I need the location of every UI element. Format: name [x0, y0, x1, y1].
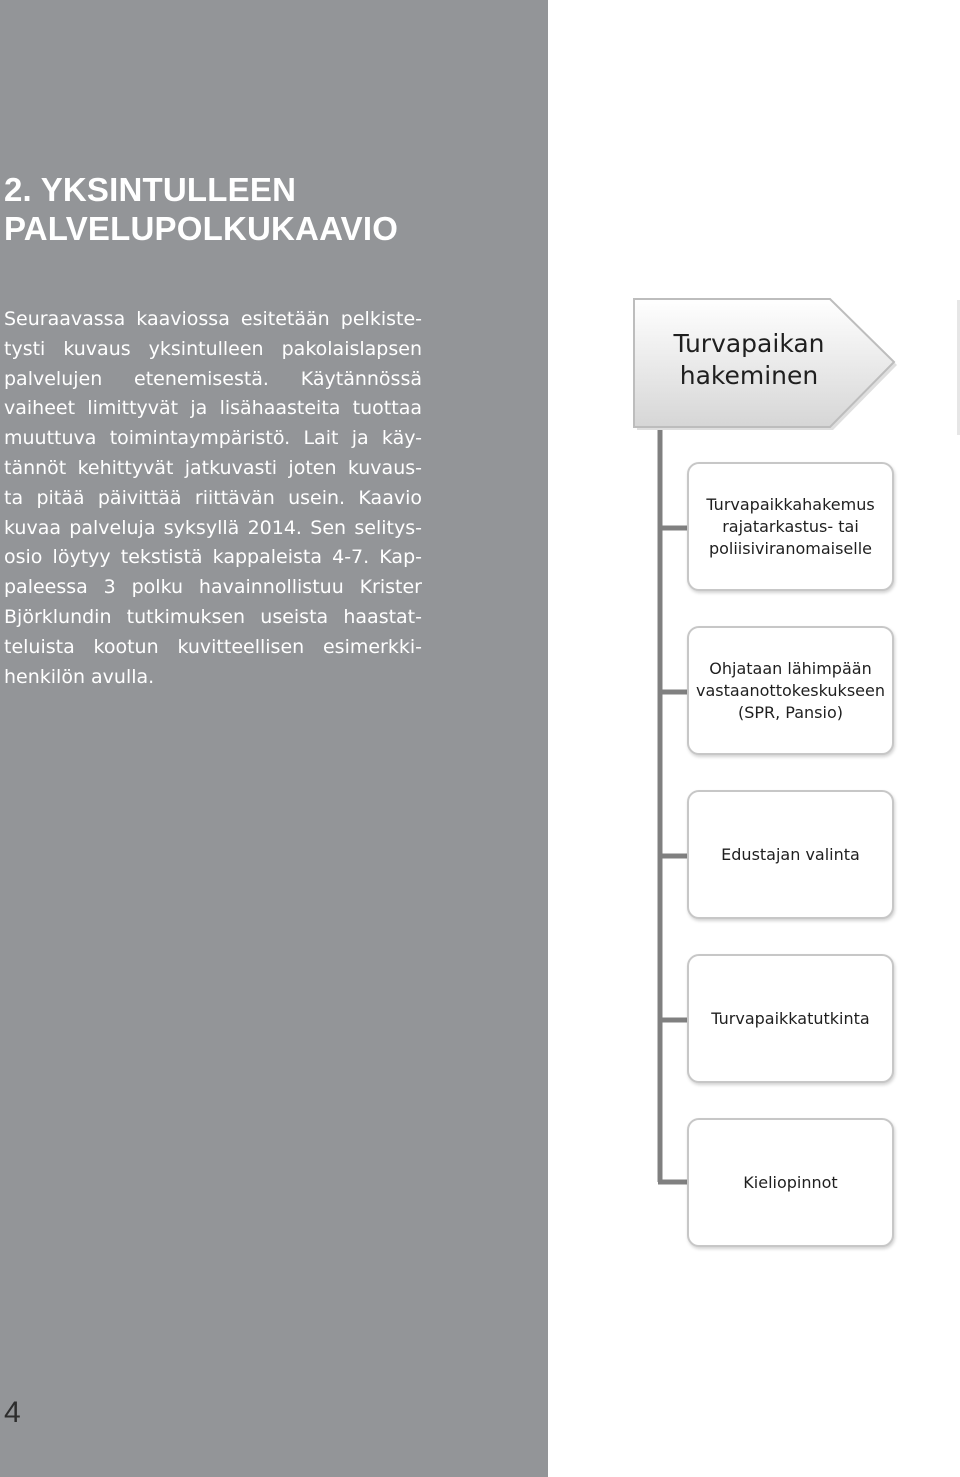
- section-title: [4, 170, 524, 248]
- step-box: [687, 790, 894, 919]
- intro-line: tysti kuvaus yksintulleen pakolaislapsen: [4, 337, 422, 360]
- intro-line: paleessa 3 polku havainnollistuu Krister: [4, 576, 422, 599]
- step-box: [687, 626, 894, 755]
- intro-paragraph: [4, 305, 422, 692]
- step-box: [687, 462, 894, 591]
- intro-line: kuvaa palveluja syksyllä 2014. Sen selitys-: [4, 516, 422, 539]
- intro-line: henkilön avulla.: [4, 665, 155, 688]
- intro-line: vaiheet limittyvät ja lisähaasteita tuottaa: [4, 397, 422, 420]
- step-label: Ohjataan lähimpään vastaanottokeskukseen (SPR, Pansio): [696, 658, 885, 722]
- intro-line: tännöt kehittyvät jatkuvasti joten kuvaus-: [4, 456, 422, 479]
- step-label: Edustajan valinta: [721, 844, 860, 864]
- header-step-label: Turvapaikan hakeminen: [673, 329, 825, 390]
- step-label: Turvapaikkahakemus rajatarkastus- tai poliisiviranomaiselle: [706, 494, 875, 558]
- service-path-diagram: [620, 290, 920, 1270]
- intro-line: osio löytyy tekstistä kappaleista 4-7. Kap-: [4, 546, 422, 569]
- section-title-line: PALVELUPOLKUKAAVIO: [4, 210, 399, 247]
- intro-line: teluista kootun kuvitteellisen esimerkki-: [4, 635, 422, 658]
- step-box: [687, 1118, 894, 1247]
- intro-line: Seuraavassa kaaviossa esitetään pelkiste-: [4, 308, 422, 330]
- step-label: Turvapaikkatutkinta: [711, 1008, 870, 1028]
- section-title-line: 2. YKSINTULLEEN: [4, 171, 297, 208]
- page-number: 4: [4, 1396, 21, 1429]
- step-box: [687, 954, 894, 1083]
- intro-line: Björklundin tutkimuksen useista haastat-: [4, 605, 422, 628]
- intro-line: palvelujen etenemisestä. Käytännössä: [4, 367, 422, 390]
- intro-line: muuttuva toimintaympäristö. Lait ja käy-: [4, 427, 422, 450]
- step-label: Kieliopinnot: [743, 1172, 838, 1192]
- intro-line: ta pitää päivittää riittävän usein. Kaavio: [4, 486, 422, 509]
